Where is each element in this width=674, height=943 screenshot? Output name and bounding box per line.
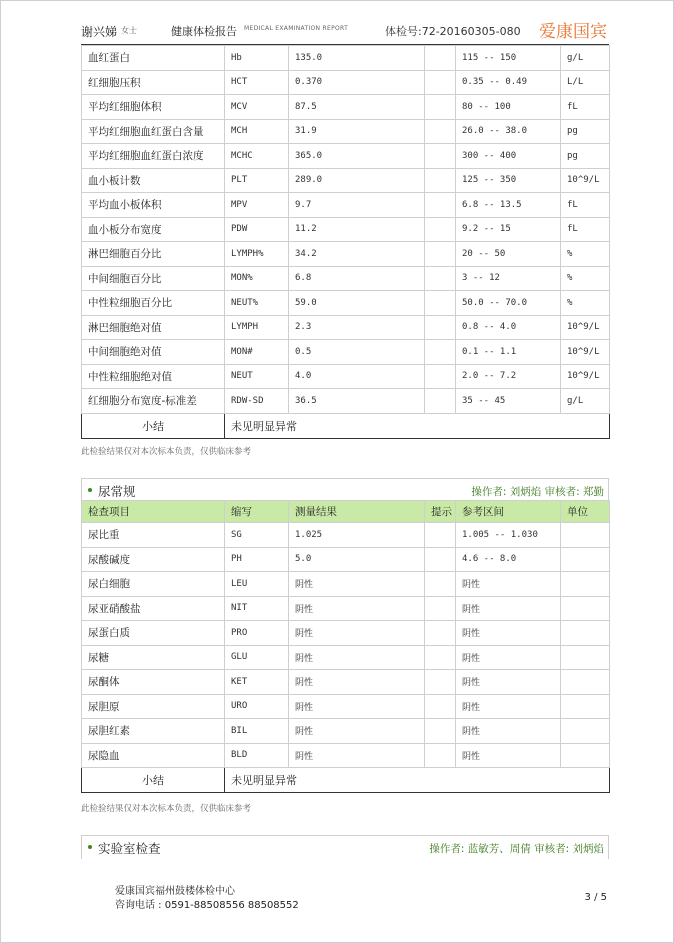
item-result: 阴性: [289, 670, 425, 695]
lab-staff: 操作者: 蓝敏芳、周倩 审核者: 刘炳焰: [429, 843, 604, 855]
item-result: 2.3: [289, 315, 425, 340]
item-result: 11.2: [289, 217, 425, 242]
item-reference: 9.2 -- 15: [456, 217, 561, 242]
item-unit: [561, 694, 610, 719]
lab-section-header: [81, 835, 609, 859]
table-row: [82, 621, 610, 646]
item-abbr: NIT: [225, 596, 289, 621]
item-result: 135.0: [289, 46, 425, 71]
table-row: [82, 95, 610, 120]
item-reference: 阴性: [456, 621, 561, 646]
item-result: 6.8: [289, 266, 425, 291]
item-flag: [425, 217, 456, 242]
item-reference: 26.0 -- 38.0: [456, 119, 561, 144]
table-row: [82, 46, 610, 71]
item-abbr: LEU: [225, 572, 289, 597]
item-unit: fL: [561, 95, 610, 120]
item-name: 尿糖: [82, 645, 225, 670]
item-reference: 80 -- 100: [456, 95, 561, 120]
item-result: 5.0: [289, 547, 425, 572]
item-flag: [425, 743, 456, 768]
item-abbr: MON#: [225, 340, 289, 365]
item-reference: 阴性: [456, 743, 561, 768]
item-flag: [425, 193, 456, 218]
item-result: 87.5: [289, 95, 425, 120]
item-flag: [425, 144, 456, 169]
item-name: 尿酸碱度: [82, 547, 225, 572]
table-row: [82, 364, 610, 389]
item-unit: [561, 719, 610, 744]
item-result: 31.9: [289, 119, 425, 144]
table-row: [82, 119, 610, 144]
item-name: 尿蛋白质: [82, 621, 225, 646]
item-result: 阴性: [289, 719, 425, 744]
item-reference: 115 -- 150: [456, 46, 561, 71]
item-flag: [425, 168, 456, 193]
report-header: [81, 15, 609, 45]
item-flag: [425, 364, 456, 389]
column-header: 测量结果: [289, 501, 425, 523]
item-unit: [561, 621, 610, 646]
column-header: 缩写: [225, 501, 289, 523]
item-result: 阴性: [289, 596, 425, 621]
item-flag: [425, 46, 456, 71]
item-abbr: PRO: [225, 621, 289, 646]
item-name: 血小板计数: [82, 168, 225, 193]
table-row: [82, 291, 610, 316]
column-header: 参考区间: [456, 501, 561, 523]
exam-number: 体检号:72-20160305-080: [385, 25, 521, 38]
item-result: 1.025: [289, 523, 425, 548]
table-row: [82, 694, 610, 719]
bullet-icon: [88, 488, 92, 492]
item-unit: %: [561, 291, 610, 316]
item-reference: 3 -- 12: [456, 266, 561, 291]
summary-value: 未见明显异常: [225, 768, 610, 793]
item-abbr: GLU: [225, 645, 289, 670]
item-flag: [425, 645, 456, 670]
item-reference: 4.6 -- 8.0: [456, 547, 561, 572]
item-name: 尿白细胞: [82, 572, 225, 597]
table-row: [82, 168, 610, 193]
item-name: 尿胆原: [82, 694, 225, 719]
item-name: 淋巴细胞绝对值: [82, 315, 225, 340]
report-subtitle: MEDICAL EXAMINATION REPORT: [244, 25, 349, 32]
item-result: 阴性: [289, 694, 425, 719]
item-unit: [561, 523, 610, 548]
table-row: [82, 217, 610, 242]
footer: [115, 885, 299, 913]
item-flag: [425, 547, 456, 572]
item-result: 阴性: [289, 621, 425, 646]
item-abbr: NEUT%: [225, 291, 289, 316]
table-row: [82, 743, 610, 768]
item-unit: 10^9/L: [561, 364, 610, 389]
table-row: [82, 266, 610, 291]
item-abbr: BLD: [225, 743, 289, 768]
item-unit: pg: [561, 119, 610, 144]
item-abbr: KET: [225, 670, 289, 695]
item-reference: 0.8 -- 4.0: [456, 315, 561, 340]
item-name: 中间细胞绝对值: [82, 340, 225, 365]
page-number: 3 / 5: [584, 892, 607, 903]
item-reference: 6.8 -- 13.5: [456, 193, 561, 218]
item-flag: [425, 95, 456, 120]
summary-row: [82, 413, 610, 438]
table-row: [82, 596, 610, 621]
table-row: [82, 315, 610, 340]
item-name: 中性粒细胞百分比: [82, 291, 225, 316]
item-name: 红细胞分布宽度-标准差: [82, 389, 225, 414]
bullet-icon: [88, 845, 92, 849]
item-reference: 300 -- 400: [456, 144, 561, 169]
item-unit: g/L: [561, 389, 610, 414]
patient-name: 谢兴娣: [81, 25, 118, 39]
item-abbr: BIL: [225, 719, 289, 744]
item-abbr: MPV: [225, 193, 289, 218]
item-name: 尿酮体: [82, 670, 225, 695]
summary-label: 小结: [82, 413, 225, 438]
item-result: 289.0: [289, 168, 425, 193]
item-flag: [425, 242, 456, 267]
column-header: 单位: [561, 501, 610, 523]
item-unit: pg: [561, 144, 610, 169]
item-name: 淋巴细胞百分比: [82, 242, 225, 267]
item-unit: [561, 547, 610, 572]
summary-value: 未见明显异常: [225, 413, 610, 438]
item-reference: 阴性: [456, 694, 561, 719]
item-abbr: Hb: [225, 46, 289, 71]
item-result: 0.5: [289, 340, 425, 365]
item-unit: 10^9/L: [561, 315, 610, 340]
item-unit: [561, 572, 610, 597]
table-row: [82, 645, 610, 670]
table-header-row: [82, 501, 610, 523]
item-abbr: NEUT: [225, 364, 289, 389]
urine-results-table: [81, 500, 610, 793]
item-flag: [425, 596, 456, 621]
item-flag: [425, 621, 456, 646]
table-row: [82, 389, 610, 414]
table-row: [82, 547, 610, 572]
item-name: 红细胞压积: [82, 70, 225, 95]
item-abbr: URO: [225, 694, 289, 719]
item-reference: 阴性: [456, 645, 561, 670]
item-unit: [561, 645, 610, 670]
item-name: 中性粒细胞绝对值: [82, 364, 225, 389]
item-flag: [425, 266, 456, 291]
item-reference: 2.0 -- 7.2: [456, 364, 561, 389]
item-result: 阴性: [289, 572, 425, 597]
brand-logo: 爱康国宾: [539, 22, 607, 42]
urine-staff: 操作者: 刘炳焰 审核者: 郑勤: [471, 486, 604, 498]
summary-row: [82, 768, 610, 793]
item-flag: [425, 670, 456, 695]
item-name: 平均红细胞血红蛋白浓度: [82, 144, 225, 169]
item-flag: [425, 389, 456, 414]
item-unit: 10^9/L: [561, 168, 610, 193]
item-flag: [425, 340, 456, 365]
item-unit: [561, 743, 610, 768]
report-title: 健康体检报告: [171, 25, 237, 38]
item-abbr: PDW: [225, 217, 289, 242]
item-abbr: MON%: [225, 266, 289, 291]
item-name: 尿隐血: [82, 743, 225, 768]
item-abbr: PH: [225, 547, 289, 572]
item-name: 尿比重: [82, 523, 225, 548]
item-abbr: PLT: [225, 168, 289, 193]
lab-section-title: 实验室检查: [98, 841, 161, 856]
table-row: [82, 340, 610, 365]
item-flag: [425, 315, 456, 340]
table-row: [82, 193, 610, 218]
table-row: [82, 719, 610, 744]
item-unit: [561, 596, 610, 621]
blood-results-table: [81, 45, 610, 439]
patient-gender: 女士: [121, 26, 137, 35]
item-unit: %: [561, 266, 610, 291]
item-abbr: HCT: [225, 70, 289, 95]
item-abbr: SG: [225, 523, 289, 548]
item-name: 血红蛋白: [82, 46, 225, 71]
item-unit: [561, 670, 610, 695]
item-reference: 0.1 -- 1.1: [456, 340, 561, 365]
urine-section-title: 尿常规: [98, 484, 136, 499]
contact-phone: 咨询电话 : 0591-88508556 88508552: [115, 900, 299, 911]
item-name: 血小板分布宽度: [82, 217, 225, 242]
item-name: 中间细胞百分比: [82, 266, 225, 291]
item-name: 平均红细胞体积: [82, 95, 225, 120]
item-reference: 125 -- 350: [456, 168, 561, 193]
item-flag: [425, 694, 456, 719]
item-unit: L/L: [561, 70, 610, 95]
item-result: 0.370: [289, 70, 425, 95]
item-result: 59.0: [289, 291, 425, 316]
item-abbr: MCH: [225, 119, 289, 144]
column-header: 检查项目: [82, 501, 225, 523]
item-reference: 阴性: [456, 596, 561, 621]
item-unit: fL: [561, 217, 610, 242]
item-reference: 阴性: [456, 670, 561, 695]
item-unit: fL: [561, 193, 610, 218]
urine-section-header: [81, 478, 609, 500]
item-flag: [425, 291, 456, 316]
item-abbr: LYMPH: [225, 315, 289, 340]
item-unit: g/L: [561, 46, 610, 71]
item-result: 阴性: [289, 743, 425, 768]
item-reference: 50.0 -- 70.0: [456, 291, 561, 316]
item-reference: 20 -- 50: [456, 242, 561, 267]
item-result: 36.5: [289, 389, 425, 414]
table-row: [82, 523, 610, 548]
item-flag: [425, 523, 456, 548]
item-reference: 35 -- 45: [456, 389, 561, 414]
urine-note: 此检验结果仅对本次标本负责，仅供临床参考: [81, 804, 252, 814]
item-result: 365.0: [289, 144, 425, 169]
item-result: 阴性: [289, 645, 425, 670]
blood-note: 此检验结果仅对本次标本负责，仅供临床参考: [81, 447, 252, 457]
item-name: 平均血小板体积: [82, 193, 225, 218]
item-reference: 0.35 -- 0.49: [456, 70, 561, 95]
item-name: 尿胆红素: [82, 719, 225, 744]
item-abbr: MCV: [225, 95, 289, 120]
item-reference: 1.005 -- 1.030: [456, 523, 561, 548]
item-reference: 阴性: [456, 719, 561, 744]
item-unit: %: [561, 242, 610, 267]
column-header: 提示: [425, 501, 456, 523]
item-flag: [425, 70, 456, 95]
table-row: [82, 144, 610, 169]
table-row: [82, 670, 610, 695]
item-unit: 10^9/L: [561, 340, 610, 365]
item-result: 4.0: [289, 364, 425, 389]
table-row: [82, 572, 610, 597]
item-flag: [425, 572, 456, 597]
item-abbr: MCHC: [225, 144, 289, 169]
item-flag: [425, 119, 456, 144]
summary-label: 小结: [82, 768, 225, 793]
table-row: [82, 242, 610, 267]
table-row: [82, 70, 610, 95]
item-reference: 阴性: [456, 572, 561, 597]
item-result: 9.7: [289, 193, 425, 218]
item-result: 34.2: [289, 242, 425, 267]
item-name: 尿亚硝酸盐: [82, 596, 225, 621]
item-name: 平均红细胞血红蛋白含量: [82, 119, 225, 144]
center-name: 爱康国宾福州鼓楼体检中心: [115, 886, 235, 897]
item-abbr: RDW-SD: [225, 389, 289, 414]
item-abbr: LYMPH%: [225, 242, 289, 267]
item-flag: [425, 719, 456, 744]
